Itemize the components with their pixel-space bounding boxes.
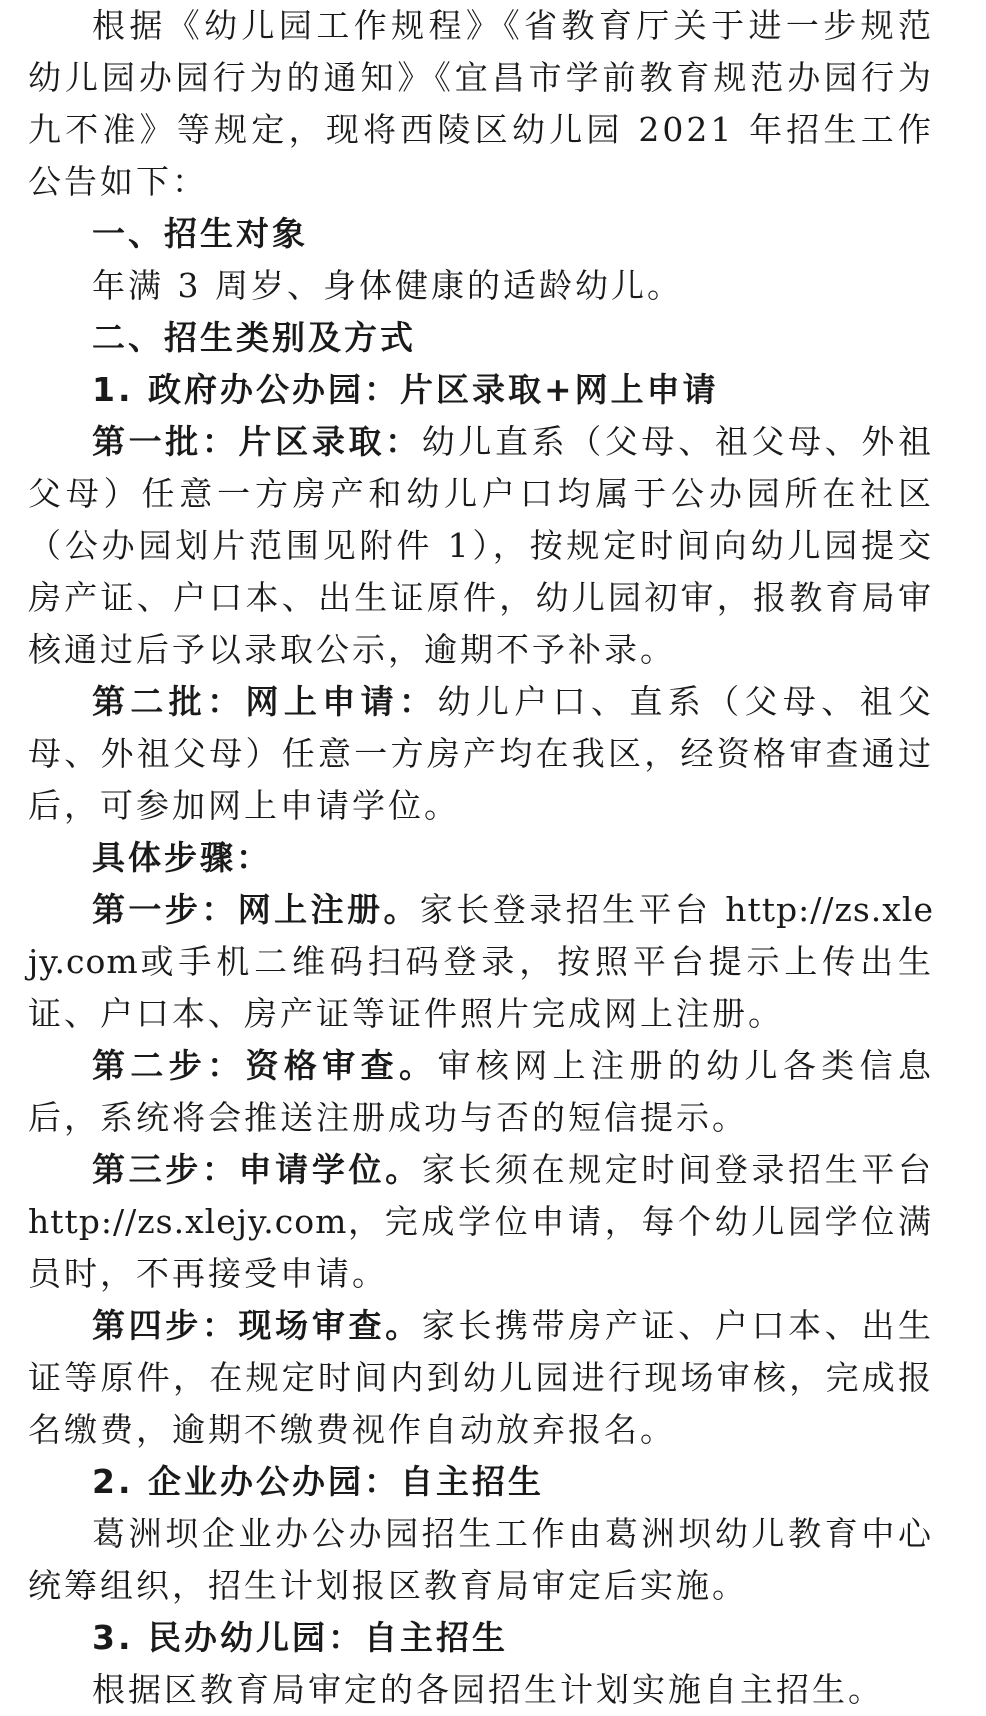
step-1-paragraph (28, 884, 934, 1040)
step-4-text: 家长携带房产证、户口本、出生证等原件，在规定时间内到幼儿园进行现场审核，完成报名缴费，逾期不缴费视作自动放弃报名。 (28, 1306, 935, 1449)
step-1-text-a: 家长登录招生平台 (419, 890, 726, 929)
batch-2-text: 幼儿户口、直系（父母、祖父母、外祖父母）任意一方房产均在我区，经资格审查通过后，可参加网上申请学位。 (28, 682, 935, 825)
section-1-body: 年满 3 周岁、身体健康的适龄幼儿。 (92, 266, 683, 305)
subsection-3-body: 根据区教育局审定的各园招生计划实施自主招生。 (92, 1670, 884, 1709)
step-3-label: 第三步：申请学位。 (92, 1150, 422, 1189)
step-3-text-b: ，完成学位申请，每个幼儿园学位满员时，不再接受申请。 (28, 1202, 934, 1293)
step-2-text: 审核网上注册的幼儿各类信息后，系统将会推送注册成功与否的短信提示。 (28, 1046, 935, 1137)
batch-1-paragraph (28, 416, 934, 676)
subsection-2-heading: 2. 企业办公办园：自主招生 (92, 1462, 544, 1501)
step-3-paragraph (28, 1144, 934, 1300)
batch-1-label: 第一批：片区录取： (92, 422, 422, 461)
step-1-label: 第一步：网上注册。 (92, 890, 420, 929)
subsection-2-body: 葛洲坝企业办公办园招生工作由葛洲坝幼儿教育中心统筹组织，招生计划报区教育局审定后实施。 (28, 1514, 934, 1605)
batch-2-label: 第二批：网上申请： (92, 682, 438, 721)
notice-body (28, 0, 934, 1716)
steps-heading: 具体步骤： (92, 838, 272, 877)
step-1-text-b: 或手机二维码扫码登录，按照平台提示上传出生证、户口本、房产证等证件照片完成网上注册。 (28, 942, 934, 1033)
subsection-1-heading: 1. 政府办公办园：片区录取+网上申请 (92, 370, 719, 409)
section-1-heading: 一、招生对象 (92, 214, 308, 253)
step-4-label: 第四步：现场审查。 (92, 1306, 422, 1345)
subsection-3-heading: 3. 民办幼儿园：自主招生 (92, 1618, 508, 1657)
step-1-url-link[interactable]: http://zs.xlejy.com (28, 890, 934, 981)
step-2-label: 第二步：资格审查。 (92, 1046, 438, 1085)
step-3-url-link[interactable]: http://zs.xlejy.com (28, 1202, 348, 1241)
batch-2-paragraph (28, 676, 934, 832)
step-4-paragraph (28, 1300, 934, 1456)
step-3-text-a: 家长须在规定时间登录招生平台 (421, 1150, 935, 1189)
batch-1-text: 幼儿直系（父母、祖父母、外祖父母）任意一方房产和幼儿户口均属于公办园所在社区（公办园划片范围见附件 1），按规定时间向幼儿园提交房产证、户口本、出生证原件，幼儿园初审，报教育局审核通过后予以录取公示，逾期不予补录。 (28, 422, 935, 669)
intro-paragraph: 根据《幼儿园工作规程》《省教育厅关于进一步规范幼儿园办园行为的通知》《宜昌市学前教育规范办园行为九不准》等规定，现将西陵区幼儿园 2021 年招生工作公告如下： (28, 6, 934, 201)
step-2-paragraph (28, 1040, 934, 1144)
section-2-heading: 二、招生类别及方式 (92, 318, 416, 357)
